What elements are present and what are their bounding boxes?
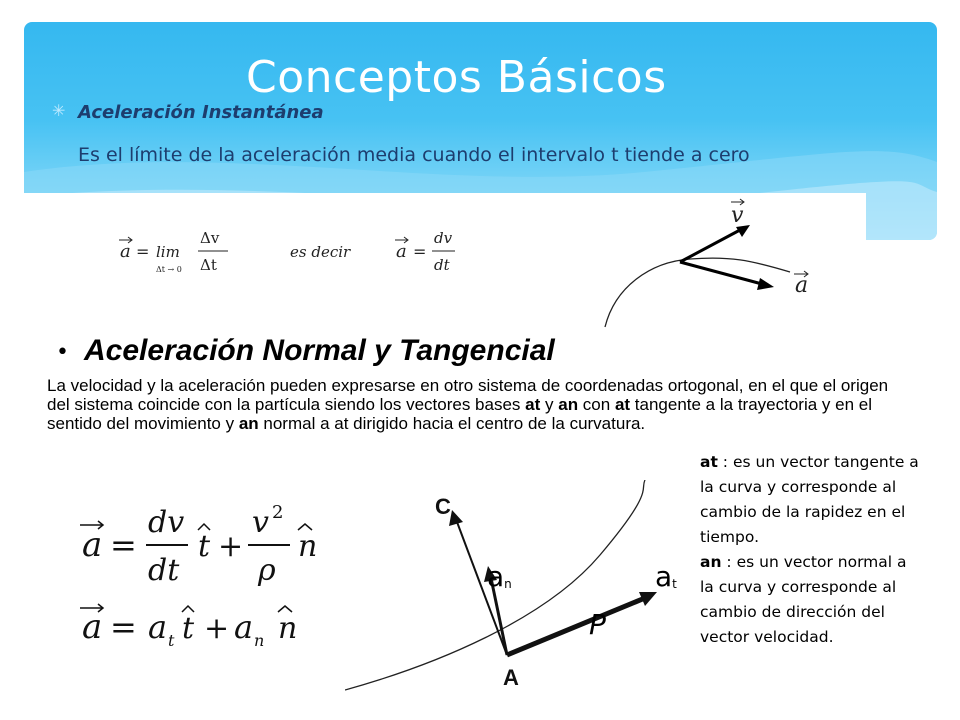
an-vector-label: $a_n$ (487, 560, 512, 593)
svg-text:n: n (278, 611, 298, 646)
lim-subscript: Δt → 0 (156, 265, 182, 274)
bullet-icon: • (56, 340, 69, 365)
delta-t: Δt (200, 256, 217, 274)
section-title-normal-tangencial: Aceleración Normal y Tangencial (84, 334, 555, 367)
dt-denominator: dt (434, 256, 450, 274)
section-paragraph: La velocidad y la aceleración pueden expresarse en otro sistema de coordenadas ortogonal, en el que el origen del sistema coincide con la partícula siendo los vectores bases at y an con at tangente a la trayectoria y en el sentido del movimiento y an normal a at dirigido hacia el centro de la curvatura. (47, 376, 889, 433)
es-decir-text: es decir (290, 243, 351, 261)
star-bullet-icon: ✳ (52, 101, 66, 120)
svg-text:a: a (82, 525, 103, 565)
svg-text:+: + (204, 611, 230, 646)
a-n: a (234, 608, 254, 646)
svg-text:+: + (218, 529, 244, 564)
at-vector-label: $a_t$ (655, 560, 677, 593)
an-term: an (238, 414, 259, 433)
svg-text:=: = (136, 242, 150, 261)
side-note: at : es un vector tangente a la curva y corresponde al cambio de la rapidez en el tiempo. an : es un vector normal a la curva y corresponde al cambio de dirección del vector velocidad. (700, 453, 919, 646)
side-an-label: an (700, 553, 722, 571)
svg-text:a: a (120, 241, 131, 262)
subtitle-aceleracion-instantanea: Aceleración Instantánea (78, 102, 324, 123)
t-subscript: t (168, 631, 175, 650)
at-term: at (614, 395, 631, 414)
svg-text:=: = (413, 242, 427, 261)
c-center-label: C (435, 494, 451, 519)
n-subscript: n (254, 631, 265, 650)
svg-text:n: n (298, 529, 318, 564)
svg-text:t: t (198, 529, 211, 564)
svg-text:a: a (396, 241, 407, 262)
side-at-label: at (700, 453, 718, 471)
v: v (252, 505, 269, 540)
a-vector-label: a (795, 273, 809, 298)
description-text: Es el límite de la aceleración media cuando el intervalo t tiende a cero (78, 144, 750, 166)
dt: dt (148, 553, 180, 588)
p-point-label: P (589, 608, 606, 641)
instantaneous-acceleration-formula (110, 210, 490, 280)
v-vector-label: v (731, 203, 744, 228)
svg-text:t: t (182, 611, 195, 646)
velocity-acceleration-diagram (580, 192, 820, 332)
a-t: a (148, 608, 168, 646)
dv: dv (148, 505, 185, 540)
svg-text:=: = (110, 608, 137, 646)
a-point-label: A (503, 665, 519, 690)
at-term: at (525, 395, 541, 414)
an-term: an (558, 395, 579, 414)
dv-numerator: dv (434, 229, 453, 247)
svg-text:a: a (82, 607, 103, 647)
lim-text: lim (156, 243, 180, 261)
rho: ρ (258, 553, 276, 588)
normal-tangential-diagram (345, 480, 685, 695)
slide-title: Conceptos Básicos (246, 52, 667, 103)
normal-tangential-formula (70, 490, 350, 660)
svg-text:=: = (110, 526, 137, 564)
squared: 2 (272, 502, 284, 523)
delta-v: Δv (200, 229, 220, 247)
